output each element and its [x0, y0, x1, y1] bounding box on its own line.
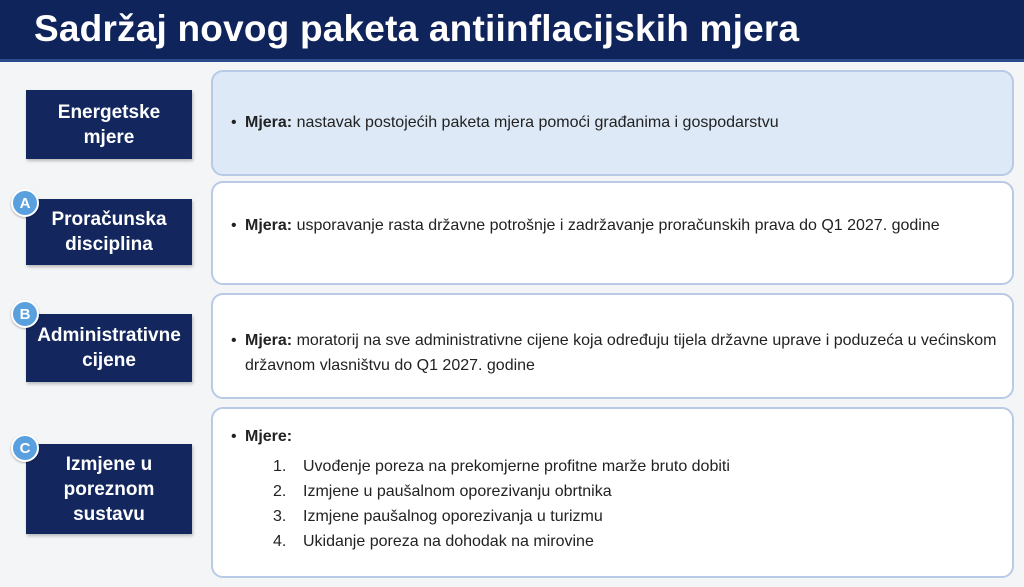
list-item — [273, 504, 730, 529]
content-proracunska-disciplina — [211, 181, 1014, 285]
measure-text: nastavak postojećih paketa mjera pomoći građanima i gospodarstvu — [292, 114, 779, 131]
item-number: 3. — [273, 508, 287, 525]
bullet-dot-icon: • — [231, 332, 237, 349]
content-energetske-mjere — [211, 70, 1014, 176]
item-text: Izmjene u paušalnom oporezivanju obrtnika — [303, 483, 612, 500]
label-line: Energetske — [57, 101, 161, 123]
item-text: Ukidanje poreza na dohodak na mirovine — [303, 533, 594, 550]
bullet-item — [231, 110, 998, 135]
measures-list — [273, 454, 730, 554]
list-item — [273, 529, 730, 554]
badge-c: C — [11, 434, 39, 462]
list-item — [273, 454, 730, 479]
bullet-item — [231, 213, 998, 238]
label-proracunska-disciplina — [26, 199, 192, 265]
bullet-item — [231, 328, 998, 378]
label-line: sustavu — [73, 503, 145, 525]
badge-a: A — [11, 189, 39, 217]
item-number: 4. — [273, 533, 287, 550]
bullet-dot-icon: • — [231, 114, 237, 131]
label-line: mjere — [83, 126, 135, 148]
content-administrativne-cijene — [211, 293, 1014, 399]
measure-lead: Mjera: — [245, 332, 293, 349]
item-text: Izmjene paušalnog oporezivanja u turizmu — [303, 508, 603, 525]
slide-header — [0, 0, 1024, 62]
badge-b: B — [11, 300, 39, 328]
item-number: 1. — [273, 458, 287, 475]
measure-lead: Mjere: — [245, 428, 293, 445]
measure-lead: Mjera: — [245, 114, 293, 131]
label-izmjene-poreznom-sustavu — [26, 444, 192, 534]
slide-title: Sadržaj novog paketa antiinflacijskih mjera — [34, 8, 800, 49]
label-line: Administrativne — [37, 325, 181, 346]
list-item — [273, 479, 730, 504]
bullet-item — [231, 424, 998, 449]
measure-text: moratorij na sve administrativne cijene koja određuju tijela državne uprave i poduzeća u većinskom državnom vlasništvu do Q1 2027. godine — [245, 332, 997, 374]
label-line: poreznom — [63, 478, 155, 500]
label-line: cijene — [82, 350, 136, 371]
measure-lead: Mjera: — [245, 217, 293, 234]
bullet-dot-icon: • — [231, 217, 237, 234]
label-energetske-mjere — [26, 90, 192, 159]
label-administrativne-cijene — [26, 314, 192, 382]
content-izmjene-poreznom-sustavu — [211, 407, 1014, 578]
label-line: disciplina — [65, 234, 153, 255]
measure-text: usporavanje rasta državne potrošnje i zadržavanje proračunskih prava do Q1 2027. godine — [292, 217, 940, 234]
bullet-dot-icon: • — [231, 428, 237, 445]
label-line: Izmjene u — [65, 453, 153, 475]
label-line: Proračunska — [51, 209, 167, 230]
item-number: 2. — [273, 483, 287, 500]
item-text: Uvođenje poreza na prekomjerne profitne marže bruto dobiti — [303, 458, 730, 475]
